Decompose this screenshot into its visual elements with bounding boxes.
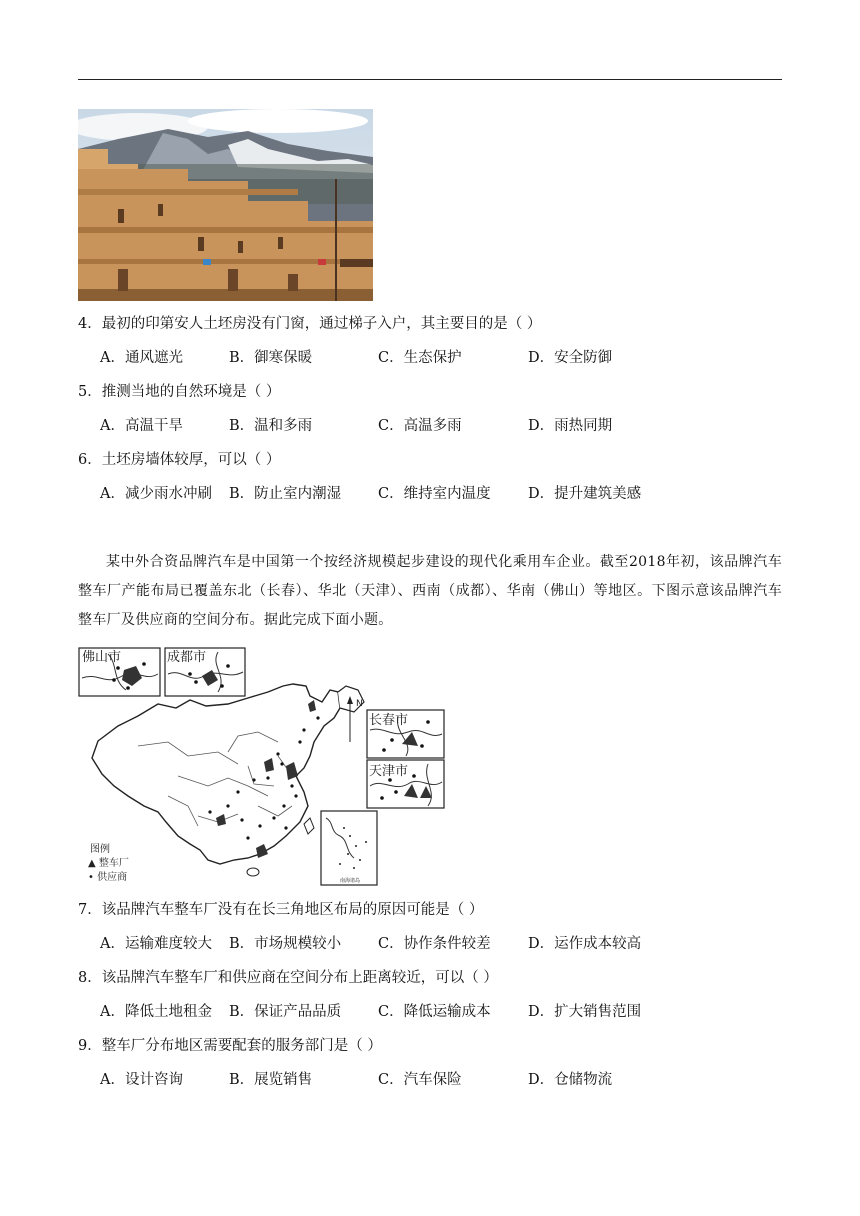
- option-d: D．运作成本较高: [528, 936, 642, 952]
- china-map-figure: [78, 646, 458, 888]
- inset-changchun: [367, 710, 444, 758]
- inset-label-chengdu: 成都市: [167, 650, 207, 665]
- adobe-pueblo-photo: [78, 109, 373, 301]
- inset-foshan: [79, 648, 160, 696]
- option-c: C．汽车保险: [378, 1072, 462, 1088]
- option-c: C．生态保护: [378, 350, 462, 366]
- option-a: A．减少雨水冲刷: [100, 486, 212, 502]
- option-a: A．运输难度较大: [100, 936, 212, 952]
- option-b: B．御寒保暖: [229, 350, 313, 366]
- option-d: D．仓储物流: [528, 1072, 613, 1088]
- inset-tianjin: [367, 760, 444, 808]
- option-b: B．市场规模较小: [229, 936, 342, 952]
- inset-chengdu: [165, 648, 245, 696]
- inset-label-foshan: 佛山市: [82, 650, 122, 665]
- option-d: D．扩大销售范围: [528, 1004, 642, 1020]
- legend-title: 图例: [90, 844, 110, 855]
- inset-south-sea: [321, 811, 377, 885]
- question-5: 5．推测当地的自然环境是（ ）: [78, 384, 281, 400]
- header-rule: [78, 79, 782, 80]
- option-a: A．高温干旱: [100, 418, 183, 434]
- passage: [78, 548, 782, 635]
- south-sea-label: 南海诸岛: [340, 878, 361, 884]
- legend-factory: ▲ 整车厂: [88, 858, 129, 869]
- option-d: D．雨热同期: [528, 418, 613, 434]
- legend-supplier: • 供应商: [88, 872, 128, 883]
- option-b: B．防止室内潮湿: [229, 486, 342, 502]
- inset-label-changchun: 长春市: [369, 713, 409, 728]
- option-a: A．通风遮光: [100, 350, 183, 366]
- question-7: 7．该品牌汽车整车厂没有在长三角地区布局的原因可能是（ ）: [78, 902, 484, 918]
- option-b: B．展览销售: [229, 1072, 313, 1088]
- north-label: N: [356, 699, 363, 709]
- option-c: C．协作条件较差: [378, 936, 491, 952]
- option-c: C．维持室内温度: [378, 486, 491, 502]
- option-a: A．降低土地租金: [100, 1004, 212, 1020]
- option-c: C．降低运输成本: [378, 1004, 491, 1020]
- map-legend: [88, 842, 129, 883]
- option-b: B．温和多雨: [229, 418, 313, 434]
- option-b: B．保证产品品质: [229, 1004, 342, 1020]
- option-a: A．设计咨询: [100, 1072, 183, 1088]
- question-8: 8．该品牌汽车整车厂和供应商在空间分布上距离较近，可以（ ）: [78, 970, 498, 986]
- option-c: C．高温多雨: [378, 418, 462, 434]
- question-4: 4．最初的印第安人土坯房没有门窗，通过梯子入户，其主要目的是（ ）: [78, 316, 542, 332]
- option-d: D．安全防御: [528, 350, 613, 366]
- passage-text: 某中外合资品牌汽车是中国第一个按经济规模起步建设的现代化乘用车企业。截至2018年初，该品牌汽车整车厂产能布局已覆盖东北（长春）、华北（天津）、西南（成都）、华南（佛山）等地区。下图示意该品牌汽车整车厂及供应商的空间分布。据此完成下面小题。: [78, 554, 782, 628]
- question-9: 9．整车厂分布地区需要配套的服务部门是（ ）: [78, 1038, 382, 1054]
- question-6: 6．土坯房墙体较厚，可以（ ）: [78, 452, 281, 468]
- option-d: D．提升建筑美感: [528, 486, 642, 502]
- inset-label-tianjin: 天津市: [369, 764, 409, 779]
